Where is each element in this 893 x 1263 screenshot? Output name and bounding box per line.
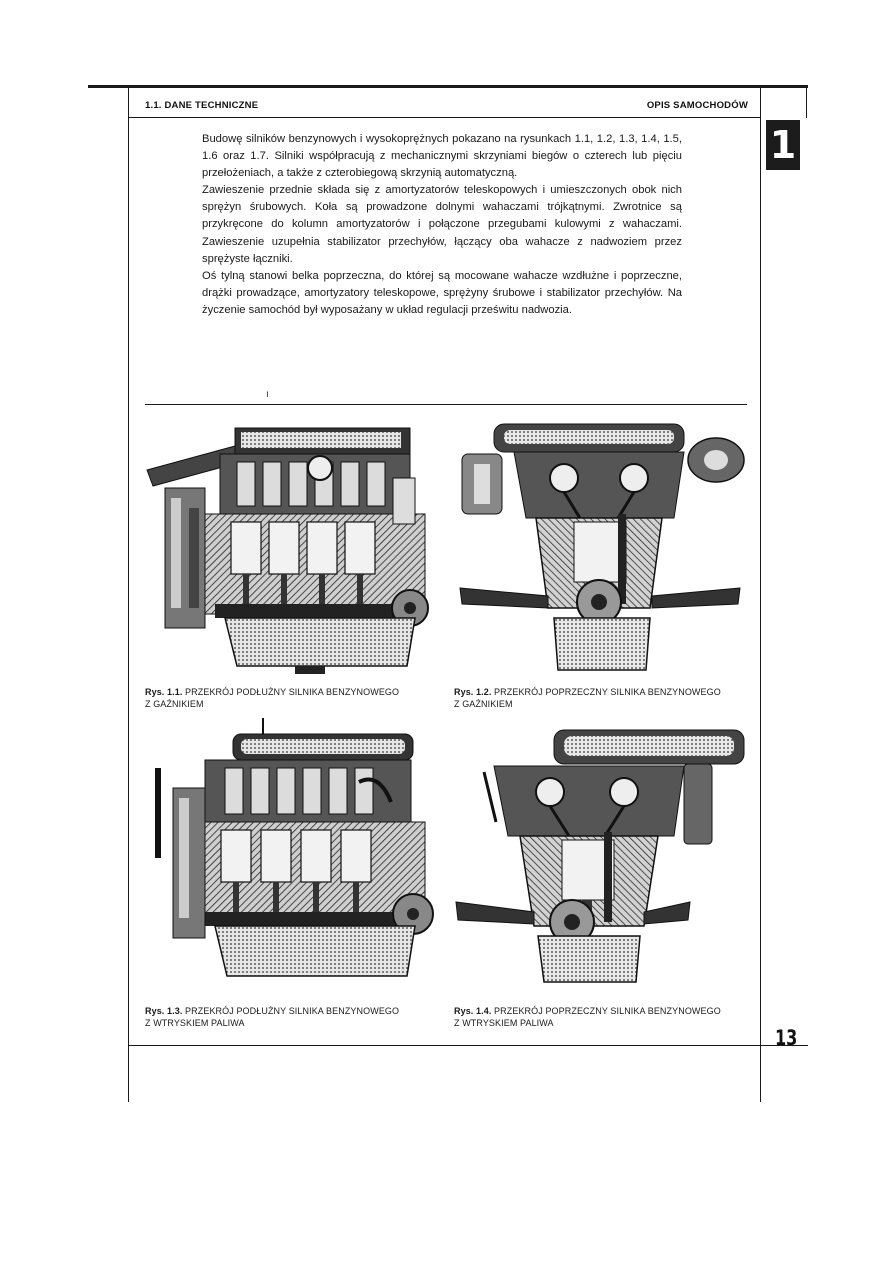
figures-top-rule — [145, 404, 747, 405]
figure-1-3-caption — [145, 1005, 399, 1029]
paragraph-engines: Budowę silników benzynowych i wysokoprężnych pokazano na rysunkach 1.1, 1.2, 1.3, 1.4, 1.5, 1.6 oraz 1.7. Silniki współpracują z mechanicznymi skrzyniami biegów o czterech lub pięciu przełożeniach, a także z czterobiegową skrzynią automatyczną. — [202, 133, 682, 180]
footer-rule — [128, 1045, 760, 1046]
right-margin-rule — [760, 88, 761, 1102]
figure-title-line2: Z GAŹNIKIEM — [145, 699, 204, 709]
figure-title-line2: Z WTRYSKIEM PALIWA — [145, 1018, 245, 1028]
section-header: 1.1. DANE TECHNICZNE — [145, 100, 259, 111]
page-number: 13 — [775, 1026, 798, 1050]
figure-1-1-engine-longitudinal-section — [145, 418, 437, 680]
book-header: OPIS SAMOCHODÓW — [646, 100, 748, 111]
figure-title-line2: Z GAŹNIKIEM — [454, 699, 513, 709]
figure-1-4-caption — [454, 1005, 721, 1029]
left-margin-rule — [128, 88, 129, 1102]
header-underline — [128, 117, 760, 118]
figure-title: PRZEKRÓJ PODŁUŻNY SILNIKA BENZYNOWEGO — [185, 1006, 400, 1016]
figure-1-4-engine-cross-section — [454, 726, 746, 988]
figure-title-line2: Z WTRYSKIEM PALIWA — [454, 1018, 554, 1028]
body-text — [202, 131, 682, 319]
outer-right-rule — [806, 88, 807, 118]
scan-mark: ı — [266, 389, 269, 400]
figure-title: PRZEKRÓJ POPRZECZNY SILNIKA BENZYNOWEGO — [494, 687, 721, 697]
figure-title: PRZEKRÓJ POPRZECZNY SILNIKA BENZYNOWEGO — [494, 1006, 721, 1016]
figure-1-2-engine-cross-section — [454, 418, 746, 680]
figure-number: Rys. 1.2. — [454, 687, 492, 697]
figure-1-2-caption — [454, 686, 721, 710]
chapter-tab: 1 — [766, 120, 800, 170]
paragraph-front-suspension: Zawieszenie przednie składa się z amortyzatorów teleskopowych i umieszczonych obok nich sprężyn śrubowych. Koła są prowadzone dolnymi wahaczami trójkątnymi. Zwrotnice są przykręcone do kolumn amortyzatorów i połączone przegubami kulowymi z wahaczami. Zawieszenie uzupełnia stabilizator przechyłów, łączący oba wahacze z nadwoziem przez sprężyste łączniki. — [202, 184, 682, 265]
figure-1-3-engine-longitudinal-section — [145, 718, 437, 986]
figure-number: Rys. 1.3. — [145, 1006, 183, 1016]
figure-title: PRZEKRÓJ PODŁUŻNY SILNIKA BENZYNOWEGO — [185, 687, 400, 697]
paragraph-rear-axle: Oś tylną stanowi belka poprzeczna, do której są mocowane wahacze wzdłużne i poprzeczne, drążki prowadzące, amortyzatory teleskopowe, sprężyny śrubowe i stabilizator przechyłów. Na życzenie samochód był wyposażany w układ regulacji prześwitu nadwozia. — [202, 269, 682, 316]
top-rule — [88, 85, 808, 88]
figure-number: Rys. 1.1. — [145, 687, 183, 697]
figure-1-1-caption — [145, 686, 399, 710]
figure-number: Rys. 1.4. — [454, 1006, 492, 1016]
